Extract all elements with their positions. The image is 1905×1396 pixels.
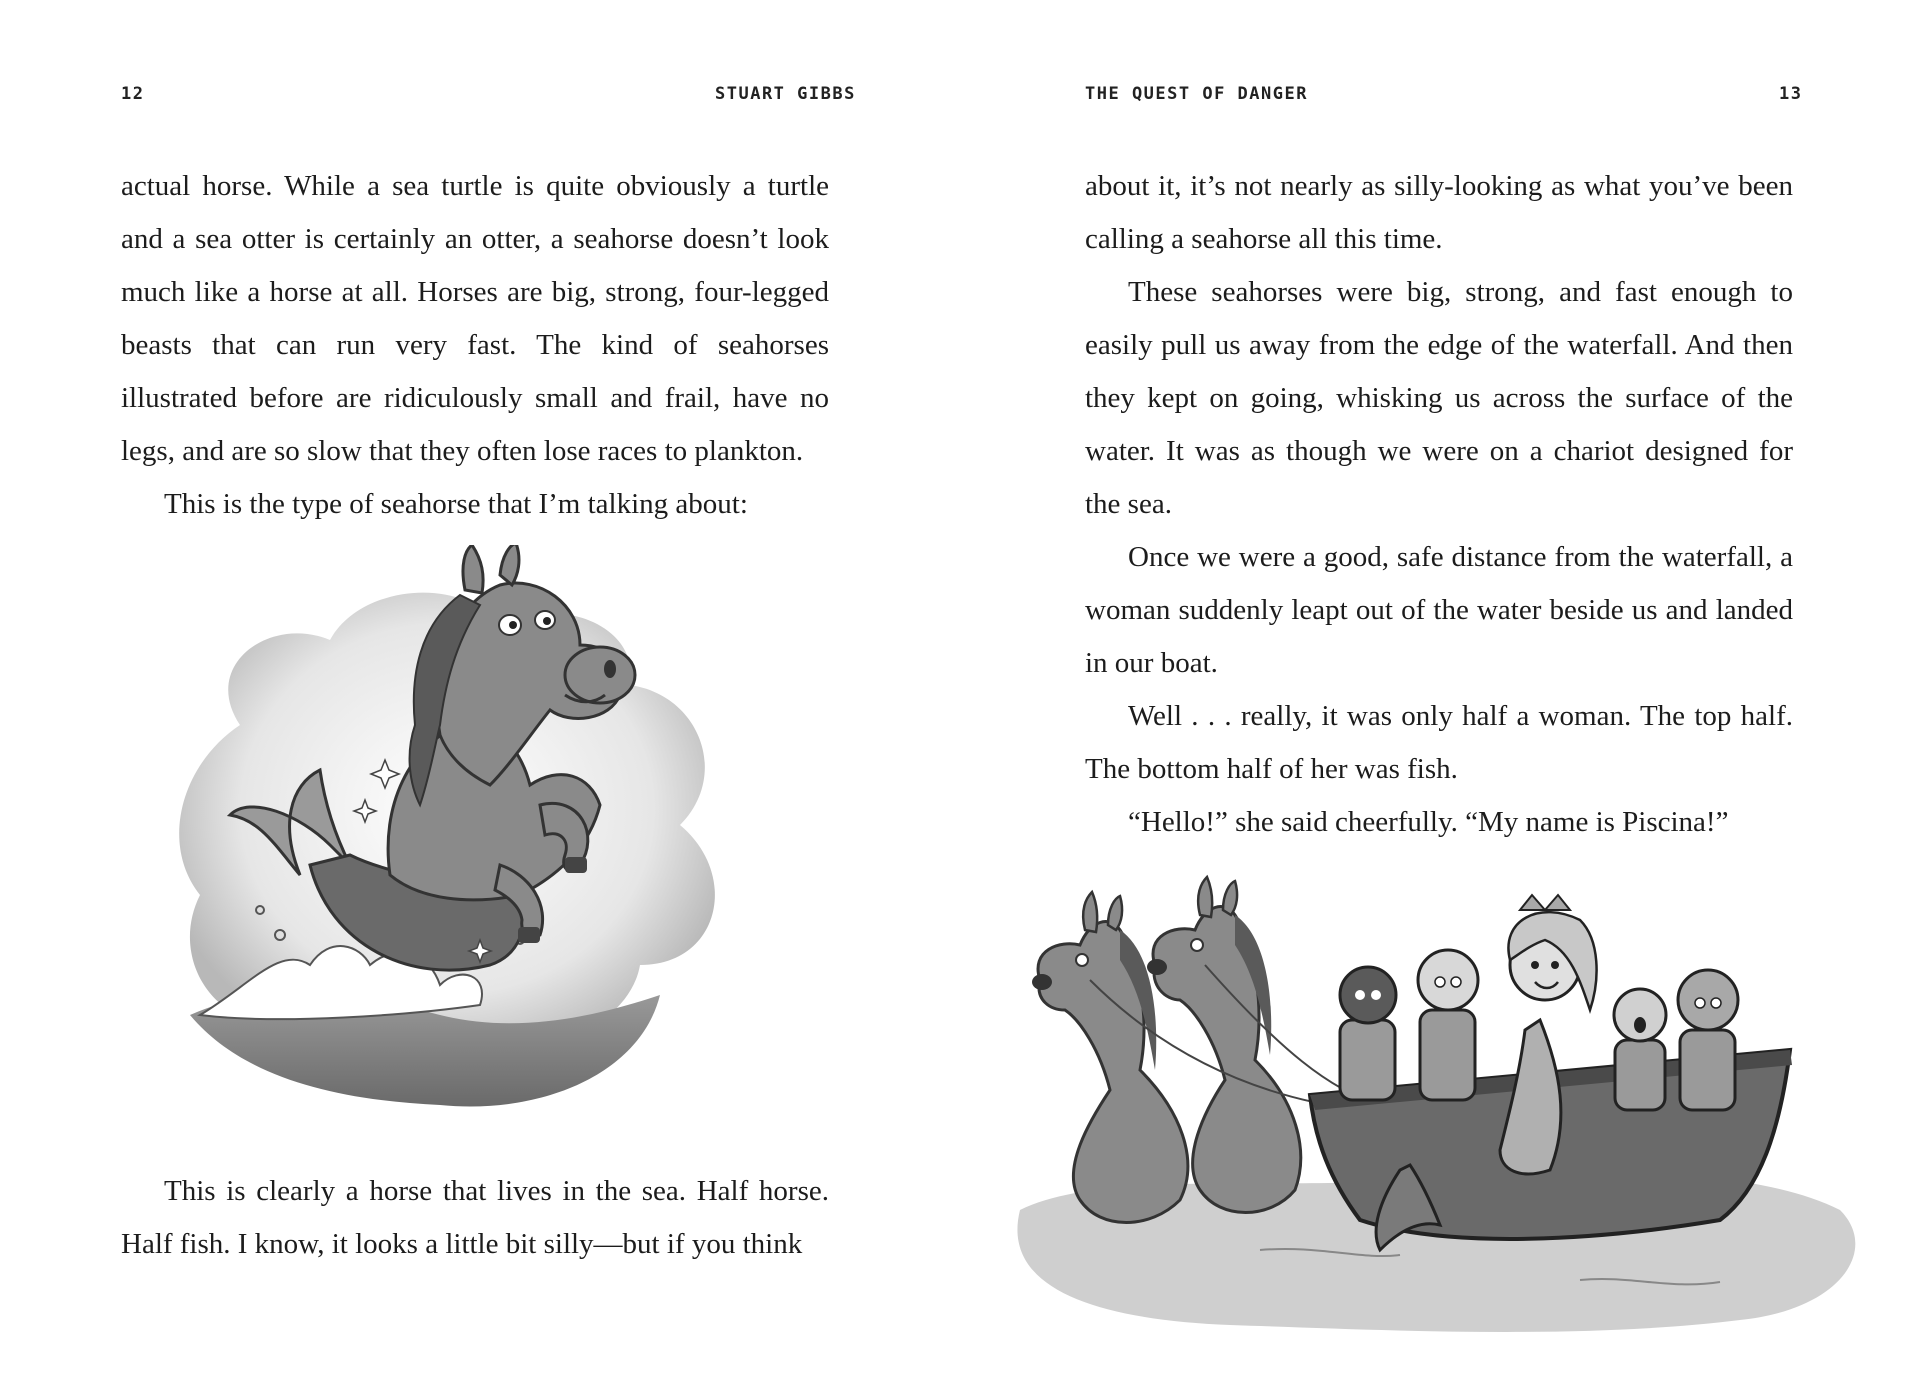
paragraph: Well . . . really, it was only half a woman. The top half. The bottom half of her was fish. bbox=[1085, 700, 1793, 785]
left-body-bottom bbox=[121, 1165, 829, 1271]
running-head-author: STUART GIBBS bbox=[715, 84, 856, 104]
right-page bbox=[952, 0, 1905, 1396]
left-body-top bbox=[121, 160, 829, 531]
paragraph: These seahorses were big, strong, and fast enough to easily pull us away from the edge of the waterfall. And then they kept on going, whisking us across the surface of the water. It was as though we were on a chariot designed for the sea. bbox=[1085, 276, 1793, 520]
paragraph: “Hello!” she said cheerfully. “My name is Piscina!” bbox=[1128, 806, 1729, 838]
paragraph: This is clearly a horse that lives in the sea. Half horse. Half fish. I know, it looks a little bit silly—but if you think bbox=[121, 1175, 829, 1260]
paragraph: This is the type of seahorse that I’m talking about: bbox=[164, 488, 748, 520]
page-number-left: 12 bbox=[121, 84, 145, 104]
page-number-right: 13 bbox=[1779, 84, 1803, 104]
left-page bbox=[0, 0, 952, 1396]
paragraph: about it, it’s not nearly as silly-looking as what you’ve been calling a seahorse all this time. bbox=[1085, 170, 1793, 255]
running-head-title: THE QUEST OF DANGER bbox=[1085, 84, 1308, 104]
right-body bbox=[1085, 160, 1793, 849]
paragraph: actual horse. While a sea turtle is quite obviously a turtle and a sea otter is certainly an otter, a seahorse doesn’t look much like a horse at all. Horses are big, strong, four-legged beasts that can run very fast. The kind of seahorses illustrated before are ridiculously small and frail, have no legs, and are so slow that they often lose races to plankton. bbox=[121, 170, 829, 467]
boat-illustration bbox=[980, 870, 1900, 1390]
paragraph: Once we were a good, safe distance from the waterfall, a woman suddenly leapt out of the water beside us and landed in our boat. bbox=[1085, 541, 1793, 679]
seahorse-illustration bbox=[160, 545, 780, 1145]
